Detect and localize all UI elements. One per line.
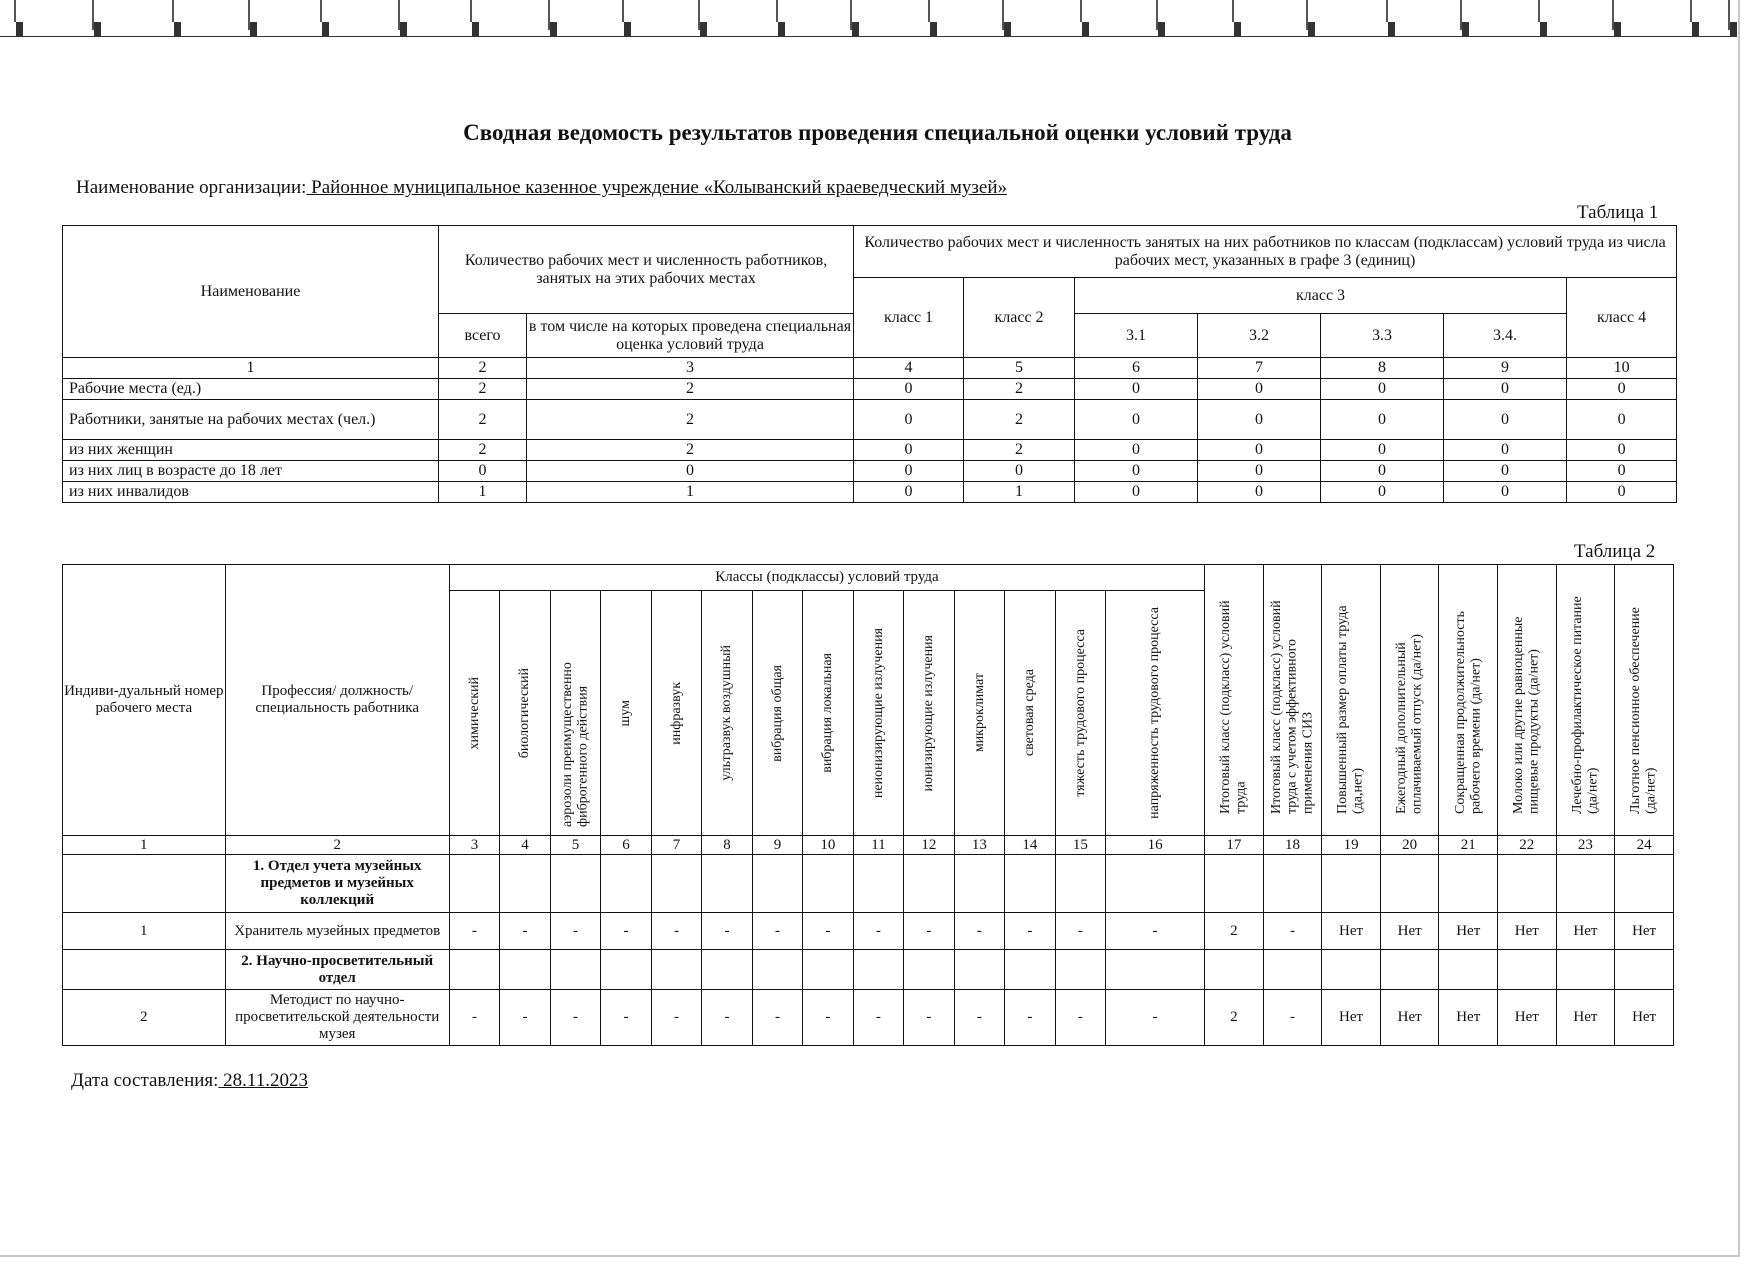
- table-cell: 2: [964, 440, 1075, 461]
- table-cell: 1: [964, 482, 1075, 503]
- document-title: Сводная ведомость результатов проведения специальной оценки условий труда: [463, 120, 1292, 145]
- section-row: [63, 950, 1674, 990]
- table-row: [63, 482, 1677, 503]
- workplace-number: 1: [63, 913, 226, 950]
- factor-label: вибрация локальная: [820, 653, 836, 773]
- table-cell: -: [803, 990, 853, 1046]
- binding-tick: [1690, 0, 1692, 22]
- table1-label: Таблица 1: [1577, 202, 1659, 223]
- table-row: [63, 400, 1677, 440]
- empty-cell: [550, 950, 600, 990]
- table-cell: -: [1005, 990, 1055, 1046]
- binding-notch: [1730, 22, 1737, 36]
- column-number: 1: [63, 358, 439, 379]
- column-number: 2: [225, 836, 449, 855]
- empty-cell: [954, 950, 1004, 990]
- organization-label: Наименование организации:: [76, 177, 307, 198]
- column-number: 8: [702, 836, 752, 855]
- table-cell: -: [500, 990, 550, 1046]
- table-cell: 0: [1444, 440, 1567, 461]
- table-cell: 0: [1444, 400, 1567, 440]
- table-cell: Нет: [1439, 990, 1498, 1046]
- binding-tick: [172, 0, 174, 22]
- header-extra-label: Повышенный размер оплаты труда (да,нет): [1335, 605, 1367, 814]
- empty-cell: [702, 950, 752, 990]
- table-cell: 2: [1205, 990, 1264, 1046]
- empty-cell: [1380, 855, 1439, 913]
- binding-tick: [928, 0, 930, 22]
- table-cell: 0: [1444, 461, 1567, 482]
- table-cell: 2: [527, 400, 854, 440]
- table-cell: 1: [527, 482, 854, 503]
- organization-line: [76, 177, 1007, 199]
- binding-notch: [400, 22, 407, 36]
- factor-label: биологический: [517, 667, 533, 759]
- table-cell: Нет: [1380, 990, 1439, 1046]
- factor-header: [1106, 591, 1205, 836]
- column-number: 4: [500, 836, 550, 855]
- header-extra: [1380, 565, 1439, 836]
- empty-cell: [1106, 855, 1205, 913]
- section-row: [63, 855, 1674, 913]
- table-row: [63, 440, 1677, 461]
- binding-notch: [624, 22, 631, 36]
- table-row: [63, 990, 1674, 1046]
- table-cell: 2: [1205, 913, 1264, 950]
- column-numbers-row: [63, 836, 1674, 855]
- header-extra-label: Итоговый класс (подкласс) условий труда: [1218, 600, 1249, 814]
- empty-cell: [500, 950, 550, 990]
- table-cell: 0: [854, 440, 964, 461]
- empty-cell: [1439, 855, 1498, 913]
- empty-cell: [1322, 855, 1381, 913]
- table-cell: 2: [527, 440, 854, 461]
- column-number: 23: [1556, 836, 1615, 855]
- table-cell: Нет: [1498, 990, 1557, 1046]
- table-cell: Нет: [1556, 990, 1615, 1046]
- header-class4: класс 4: [1567, 278, 1677, 358]
- table-cell: -: [550, 990, 600, 1046]
- factor-header: [1055, 591, 1105, 836]
- table-cell: 0: [1075, 440, 1198, 461]
- table-cell: 0: [1444, 379, 1567, 400]
- table-cell: 0: [1198, 400, 1321, 440]
- column-number: 16: [1106, 836, 1205, 855]
- factor-label: аэрозоли преимущественно фиброгенного действия: [559, 662, 591, 827]
- header-class3-1: 3.1: [1075, 314, 1198, 358]
- empty-cell: [500, 855, 550, 913]
- table-cell: 0: [854, 400, 964, 440]
- row-label: из них женщин: [63, 440, 439, 461]
- table-cell: 0: [527, 461, 854, 482]
- header-total: всего: [439, 314, 527, 358]
- binding-tick: [776, 0, 778, 22]
- header-extra: [1322, 565, 1381, 836]
- table-cell: 2: [964, 400, 1075, 440]
- binding-tick: [1232, 0, 1234, 22]
- table-cell: 0: [1075, 379, 1198, 400]
- binding-tick: [470, 0, 472, 22]
- factor-label: шум: [618, 699, 634, 727]
- table-cell: 0: [1075, 461, 1198, 482]
- empty-cell: [449, 855, 499, 913]
- table-cell: Нет: [1322, 913, 1381, 950]
- table-cell: Нет: [1439, 913, 1498, 950]
- empty-cell: [853, 855, 903, 913]
- header-class2: класс 2: [964, 278, 1075, 358]
- header-extra-label: Лечебно-профилактическое питание (да/нет): [1569, 596, 1601, 814]
- column-number: 3: [449, 836, 499, 855]
- row-label: Рабочие места (ед.): [63, 379, 439, 400]
- empty-cell: [1380, 950, 1439, 990]
- empty-cell: [651, 855, 701, 913]
- table-row: [63, 913, 1674, 950]
- table-cell: 2: [527, 379, 854, 400]
- binding-notch: [16, 22, 23, 36]
- empty-cell: [752, 950, 802, 990]
- header-workplace-number: Индиви-дуальный номер рабочего места: [63, 565, 226, 836]
- column-number: 5: [964, 358, 1075, 379]
- binding-notch: [1692, 22, 1699, 36]
- header-by-class: Количество рабочих мест и численность занятых на них работников по классам (подклассам) условий труда из числа рабочих мест, указанных в графе 3 (единиц): [854, 226, 1677, 278]
- table-cell: 0: [1198, 461, 1321, 482]
- table-cell: 0: [1567, 400, 1677, 440]
- table-cell: -: [601, 913, 651, 950]
- column-number: 7: [651, 836, 701, 855]
- table-cell: 0: [1075, 482, 1198, 503]
- column-number: 2: [439, 358, 527, 379]
- table-cell: 0: [1321, 400, 1444, 440]
- factor-label: химический: [466, 676, 482, 750]
- empty-cell: [1055, 950, 1105, 990]
- header-class3-2: 3.2: [1198, 314, 1321, 358]
- binding-notch: [700, 22, 707, 36]
- compilation-date-line: [71, 1070, 308, 1092]
- table-row: [63, 379, 1677, 400]
- empty-cell: [1055, 855, 1105, 913]
- empty-cell: [702, 855, 752, 913]
- empty-cell: [1615, 950, 1674, 990]
- table-cell: Нет: [1556, 913, 1615, 950]
- binding-notch: [250, 22, 257, 36]
- header-extra: [1498, 565, 1557, 836]
- binding-notch: [1540, 22, 1547, 36]
- table-cell: -: [752, 990, 802, 1046]
- date-label: Дата составления:: [71, 1070, 219, 1091]
- empty-cell: [954, 855, 1004, 913]
- table-cell: -: [853, 913, 903, 950]
- binding-notch: [930, 22, 937, 36]
- table-cell: -: [1263, 913, 1322, 950]
- empty-cell: [904, 950, 954, 990]
- column-number: 13: [954, 836, 1004, 855]
- binding-notch: [174, 22, 181, 36]
- factor-label: микроклимат: [971, 673, 987, 753]
- table-cell: 0: [1321, 440, 1444, 461]
- binding-tick: [1538, 0, 1540, 22]
- factor-header: [449, 591, 499, 836]
- factor-header: [752, 591, 802, 836]
- table-cell: -: [1106, 913, 1205, 950]
- column-number: 8: [1321, 358, 1444, 379]
- empty-cell: [1556, 950, 1615, 990]
- table-cell: 0: [439, 461, 527, 482]
- column-number: 10: [1567, 358, 1677, 379]
- table-cell: 0: [1567, 482, 1677, 503]
- table-cell: 2: [964, 379, 1075, 400]
- table-cell: 0: [1321, 482, 1444, 503]
- table-cell: 0: [1075, 400, 1198, 440]
- binding-tick: [1080, 0, 1082, 22]
- empty-cell: [1005, 855, 1055, 913]
- empty-cell: [853, 950, 903, 990]
- header-workplaces-total: Количество рабочих мест и численность работников, занятых на этих рабочих местах: [439, 226, 854, 314]
- table-cell: 0: [1567, 440, 1677, 461]
- header-extra: [1439, 565, 1498, 836]
- factor-header: [651, 591, 701, 836]
- header-extra-label: Льготное пенсионное обеспечение (да/нет): [1628, 607, 1660, 814]
- table-cell: 2: [439, 379, 527, 400]
- header-extra-label: Итоговый класс (подкласс) условий труда с учетом эффективного применения СИЗ: [1268, 600, 1316, 814]
- binding-notch: [1462, 22, 1469, 36]
- table-cell: -: [500, 913, 550, 950]
- table-cell: Нет: [1380, 913, 1439, 950]
- binding-tick: [1386, 0, 1388, 22]
- factor-header: [601, 591, 651, 836]
- empty-cell: [601, 855, 651, 913]
- table-cell: -: [651, 990, 701, 1046]
- table-cell: Нет: [1615, 990, 1674, 1046]
- empty-cell: [1556, 855, 1615, 913]
- column-number: 15: [1055, 836, 1105, 855]
- table-cell: 1: [439, 482, 527, 503]
- table-cell: -: [702, 913, 752, 950]
- header-extra: [1615, 565, 1674, 836]
- factor-header: [803, 591, 853, 836]
- header-name: Наименование: [63, 226, 439, 358]
- row-label: из них инвалидов: [63, 482, 439, 503]
- binding-notch: [852, 22, 859, 36]
- factor-label: напряженность трудового процесса: [1147, 607, 1163, 819]
- date-value: 28.11.2023: [218, 1070, 308, 1091]
- table-cell: 0: [854, 461, 964, 482]
- table-cell: -: [904, 913, 954, 950]
- table-cell: 0: [1198, 379, 1321, 400]
- factor-header: [954, 591, 1004, 836]
- table-cell: -: [1055, 913, 1105, 950]
- table-cell: -: [550, 913, 600, 950]
- binding-strip: [0, 0, 1755, 42]
- column-number: 10: [803, 836, 853, 855]
- header-class1: класс 1: [854, 278, 964, 358]
- table-cell: 0: [1567, 379, 1677, 400]
- factor-header: [853, 591, 903, 836]
- factor-header: [904, 591, 954, 836]
- workplace-number: 2: [63, 990, 226, 1046]
- binding-notch: [1082, 22, 1089, 36]
- table-row: [63, 461, 1677, 482]
- table-cell: -: [752, 913, 802, 950]
- column-number: 24: [1615, 836, 1674, 855]
- binding-notch: [1614, 22, 1621, 36]
- column-number: 9: [1444, 358, 1567, 379]
- table-cell: 0: [964, 461, 1075, 482]
- section-title: 2. Научно-просветительный отдел: [225, 950, 449, 990]
- header-profession: Профессия/ должность/ специальность работника: [225, 565, 449, 836]
- column-number: 21: [1439, 836, 1498, 855]
- empty-cell: [1498, 855, 1557, 913]
- column-number: 1: [63, 836, 226, 855]
- empty-cell: [904, 855, 954, 913]
- empty-cell: [1615, 855, 1674, 913]
- summary-table: [62, 225, 1677, 503]
- profession: Методист по научно-просветительской деятельности музея: [225, 990, 449, 1046]
- empty-cell: [803, 950, 853, 990]
- table-cell: 2: [439, 440, 527, 461]
- empty-cell: [449, 950, 499, 990]
- column-number: 19: [1322, 836, 1381, 855]
- binding-notch: [322, 22, 329, 36]
- column-number: 6: [1075, 358, 1198, 379]
- factor-header: [550, 591, 600, 836]
- empty-cell: [651, 950, 701, 990]
- table-cell: -: [904, 990, 954, 1046]
- table-cell: -: [954, 990, 1004, 1046]
- factor-label: ультразвук воздушный: [719, 645, 735, 781]
- header-extra: [1556, 565, 1615, 836]
- column-number: 7: [1198, 358, 1321, 379]
- header-class3: класс 3: [1075, 278, 1567, 314]
- header-extra: [1263, 565, 1322, 836]
- column-number: 5: [550, 836, 600, 855]
- factor-label: неионизирующие излучения: [870, 627, 886, 799]
- table-cell: Нет: [1322, 990, 1381, 1046]
- empty-cell: [1106, 950, 1205, 990]
- factor-label: вибрация общая: [769, 664, 785, 762]
- table-cell: -: [1106, 990, 1205, 1046]
- table-cell: 0: [1444, 482, 1567, 503]
- table-cell: -: [449, 990, 499, 1046]
- table-cell: 0: [1198, 440, 1321, 461]
- column-number: 18: [1263, 836, 1322, 855]
- header-extra-label: Сокращенная продолжительность рабочего времени (да/нет): [1452, 611, 1484, 814]
- factor-header: [1005, 591, 1055, 836]
- binding-notch: [778, 22, 785, 36]
- section-title: 1. Отдел учета музейных предметов и музейных коллекций: [225, 855, 449, 913]
- table-cell: 0: [1567, 461, 1677, 482]
- table-cell: 0: [854, 482, 964, 503]
- binding-notch: [550, 22, 557, 36]
- header-class3-4: 3.4.: [1444, 314, 1567, 358]
- column-number: 9: [752, 836, 802, 855]
- factor-label: тяжесть трудового процесса: [1072, 629, 1088, 797]
- header-working-conditions: Классы (подклассы) условий труда: [449, 565, 1204, 591]
- header-assessed: в том числе на которых проведена специальная оценка условий труда: [527, 314, 854, 358]
- header-extra-label: Молоко или другие равноценные пищевые продукты (да/нет): [1511, 616, 1542, 814]
- table2-label: Таблица 2: [1574, 541, 1656, 562]
- table-cell: -: [449, 913, 499, 950]
- header-extra-label: Ежегодный дополнительный оплачиваемый отпуск (да/нет): [1393, 633, 1425, 814]
- table-cell: Нет: [1615, 913, 1674, 950]
- empty-cell: [1205, 950, 1264, 990]
- empty-cell: [1322, 950, 1381, 990]
- factor-label: ионизирующие излучения: [921, 634, 937, 792]
- factor-label: световая среда: [1022, 669, 1038, 757]
- column-number: 12: [904, 836, 954, 855]
- row-label: Работники, занятые на рабочих местах (чел.): [63, 400, 439, 440]
- empty-cell: [803, 855, 853, 913]
- header-class3-3: 3.3: [1321, 314, 1444, 358]
- table-cell: 0: [854, 379, 964, 400]
- workplace-table: [62, 564, 1674, 1046]
- header-extra: [1205, 565, 1264, 836]
- table-cell: -: [803, 913, 853, 950]
- binding-tick: [14, 0, 16, 22]
- binding-notch: [1158, 22, 1165, 36]
- empty-cell: [1439, 950, 1498, 990]
- empty-cell: [752, 855, 802, 913]
- table-cell: -: [1263, 990, 1322, 1046]
- column-number: 11: [853, 836, 903, 855]
- factor-header: [500, 591, 550, 836]
- binding-rule: [0, 36, 1737, 37]
- binding-notch: [1388, 22, 1395, 36]
- row-label: из них лиц в возрасте до 18 лет: [63, 461, 439, 482]
- table-cell: -: [954, 913, 1004, 950]
- empty-cell: [601, 950, 651, 990]
- table-cell: 0: [1321, 461, 1444, 482]
- column-number: 20: [1380, 836, 1439, 855]
- table-cell: -: [601, 990, 651, 1046]
- binding-notch: [1234, 22, 1241, 36]
- empty-cell: [1498, 950, 1557, 990]
- table-cell: Нет: [1498, 913, 1557, 950]
- binding-tick: [320, 0, 322, 22]
- table-cell: -: [651, 913, 701, 950]
- column-number: 17: [1205, 836, 1264, 855]
- table-cell: -: [1055, 990, 1105, 1046]
- table-cell: -: [853, 990, 903, 1046]
- empty-cell: [550, 855, 600, 913]
- binding-notch: [1308, 22, 1315, 36]
- organization-name: Районное муниципальное казенное учреждение «Колыванский краеведческий музей»: [306, 177, 1008, 198]
- table-cell: 0: [1321, 379, 1444, 400]
- empty-cell: [1205, 855, 1264, 913]
- column-numbers-row: [63, 358, 1677, 379]
- column-number: 4: [854, 358, 964, 379]
- table-cell: -: [1005, 913, 1055, 950]
- table-cell: -: [702, 990, 752, 1046]
- empty-cell: [1005, 950, 1055, 990]
- factor-label: инфразвук: [668, 681, 684, 745]
- binding-notch: [472, 22, 479, 36]
- table-cell: 0: [1198, 482, 1321, 503]
- factor-header: [702, 591, 752, 836]
- profession: Хранитель музейных предметов: [225, 913, 449, 950]
- binding-notch: [94, 22, 101, 36]
- binding-notch: [1004, 22, 1011, 36]
- table-cell: 2: [439, 400, 527, 440]
- column-number: 14: [1005, 836, 1055, 855]
- column-number: 6: [601, 836, 651, 855]
- column-number: 22: [1498, 836, 1557, 855]
- column-number: 3: [527, 358, 854, 379]
- binding-tick: [622, 0, 624, 22]
- empty-cell: [1263, 855, 1322, 913]
- empty-cell: [1263, 950, 1322, 990]
